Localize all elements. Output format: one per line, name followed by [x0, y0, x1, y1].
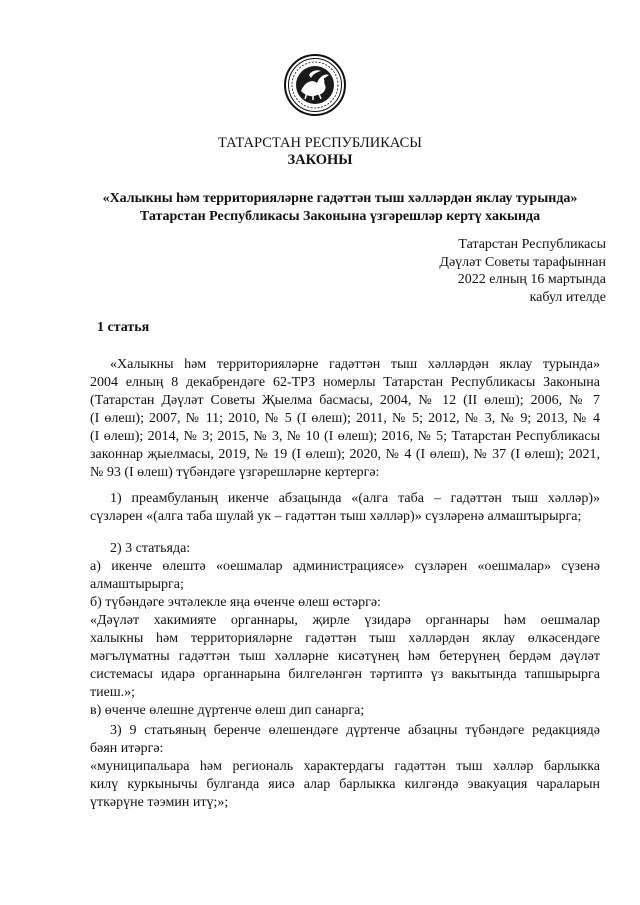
para-3-line: «муниципальара һәм региональ характердагы гадәттән тыш хәлләр барлыкка [90, 759, 600, 774]
adoption-line-1: Татарстан Республикасы [458, 237, 606, 252]
para-2-line: 2) 3 статьяда: [110, 541, 191, 556]
tatarstan-emblem-icon [283, 53, 347, 117]
para-2-line: б) түбәндәге эчтәлекле яңа өченче өлеш өстәргә: [90, 595, 381, 610]
para-2-line: мәгълүматны гадәттән тыш хәлләрне кисәтүнең һәм бетерүнең бердәм дәүләт [90, 649, 600, 664]
para-1-line: 1) преамбуланың икенче абзацында «(алга таба – гадәттән тыш хәлләр)» [110, 491, 600, 506]
para-2-line: системасы идарә органнарына билгеләнгән тәртиптә үз вакытында тапшырырга [90, 667, 600, 682]
para-2-line: алмаштырырга; [90, 577, 184, 592]
header-law: ЗАКОНЫ [287, 152, 353, 168]
header-republic: ТАТАРСТАН РЕСПУБЛИКАСЫ [218, 135, 422, 151]
para-1-line: сүзләрен «(алга таба шулай ук – гадәттән тыш хәлләр)» сүзләренә алмаштырырга; [90, 509, 582, 524]
adoption-line-4: кабул ителде [529, 290, 606, 305]
para-2-line: а) икенче өлештә «оешмалар администрациясе» сүзләрен «оешмалар» сүзенә [90, 559, 600, 574]
para-intro-line: (I өлеш); 2014, № 3; 2015, № 3, № 10 (I өлеш); 2016, № 5; Татарстан Республикасы [90, 429, 600, 444]
para-intro-line: законнар җыелмасы, 2019, № 19 (I өлеш); 2020, № 4 (I өлеш), № 37 (I өлеш); 2021, [90, 447, 600, 462]
adoption-line-2: Дәүләт Советы тарафыннан [439, 255, 606, 270]
para-intro-line: № 93 (I өлеш) түбәндәге үзгәрешләрне кертергә: [90, 465, 380, 480]
para-2-line: тиеш.»; [90, 685, 135, 700]
adoption-line-3: 2022 елның 16 мартында [457, 272, 606, 287]
para-intro-line: (I өлеш); 2007, № 11; 2010, № 5 (I өлеш); 2011, № 5; 2012, № 3, № 9; 2013, № 4 [90, 411, 600, 426]
para-3-line: үткәрүне тәэмин итү;»; [90, 795, 229, 810]
para-2-line: «Дәүләт хакимияте органнары, җирле үзидарә органнары һәм оешмалар [90, 613, 600, 628]
para-3-line: килү куркынычы булганда яисә алар барлыкка килгәндә эвакуация чараларын [90, 777, 600, 792]
para-2-line: в) өченче өлешне дүртенче өлеш дип санарга; [90, 703, 365, 718]
para-3-line: 3) 9 статьяның беренче өлешендәге дүртенче абзацны түбәндәге редакциядә [110, 723, 600, 738]
law-title-line-1: «Халыкны һәм территорияләрне гадәттән тыш хәлләрдән яклау турында» [102, 191, 578, 206]
para-2-line: халыкны һәм территорияләрне гадәттән тыш хәлләрдән яклау өлкәсендәге [90, 631, 600, 646]
para-3-line: бәян итәргә: [90, 741, 164, 756]
para-intro-line: (Татарстан Дәүләт Советы Җыелма басмасы, 2004, № 12 (II өлеш); 2006, № 7 [90, 393, 600, 408]
article-heading: 1 статья [97, 320, 150, 335]
law-title-line-2: Татарстан Республикасы Законына үзгәрешләр кертү хакында [139, 209, 541, 224]
para-intro-line: «Халыкны һәм территорияләрне гадәттән тыш хәлләрдән яклау турында» [110, 357, 600, 372]
para-intro-line: 2004 елның 8 декабрендәге 62-ТРЗ номерлы Татарстан Республикасы Законына [90, 375, 600, 390]
